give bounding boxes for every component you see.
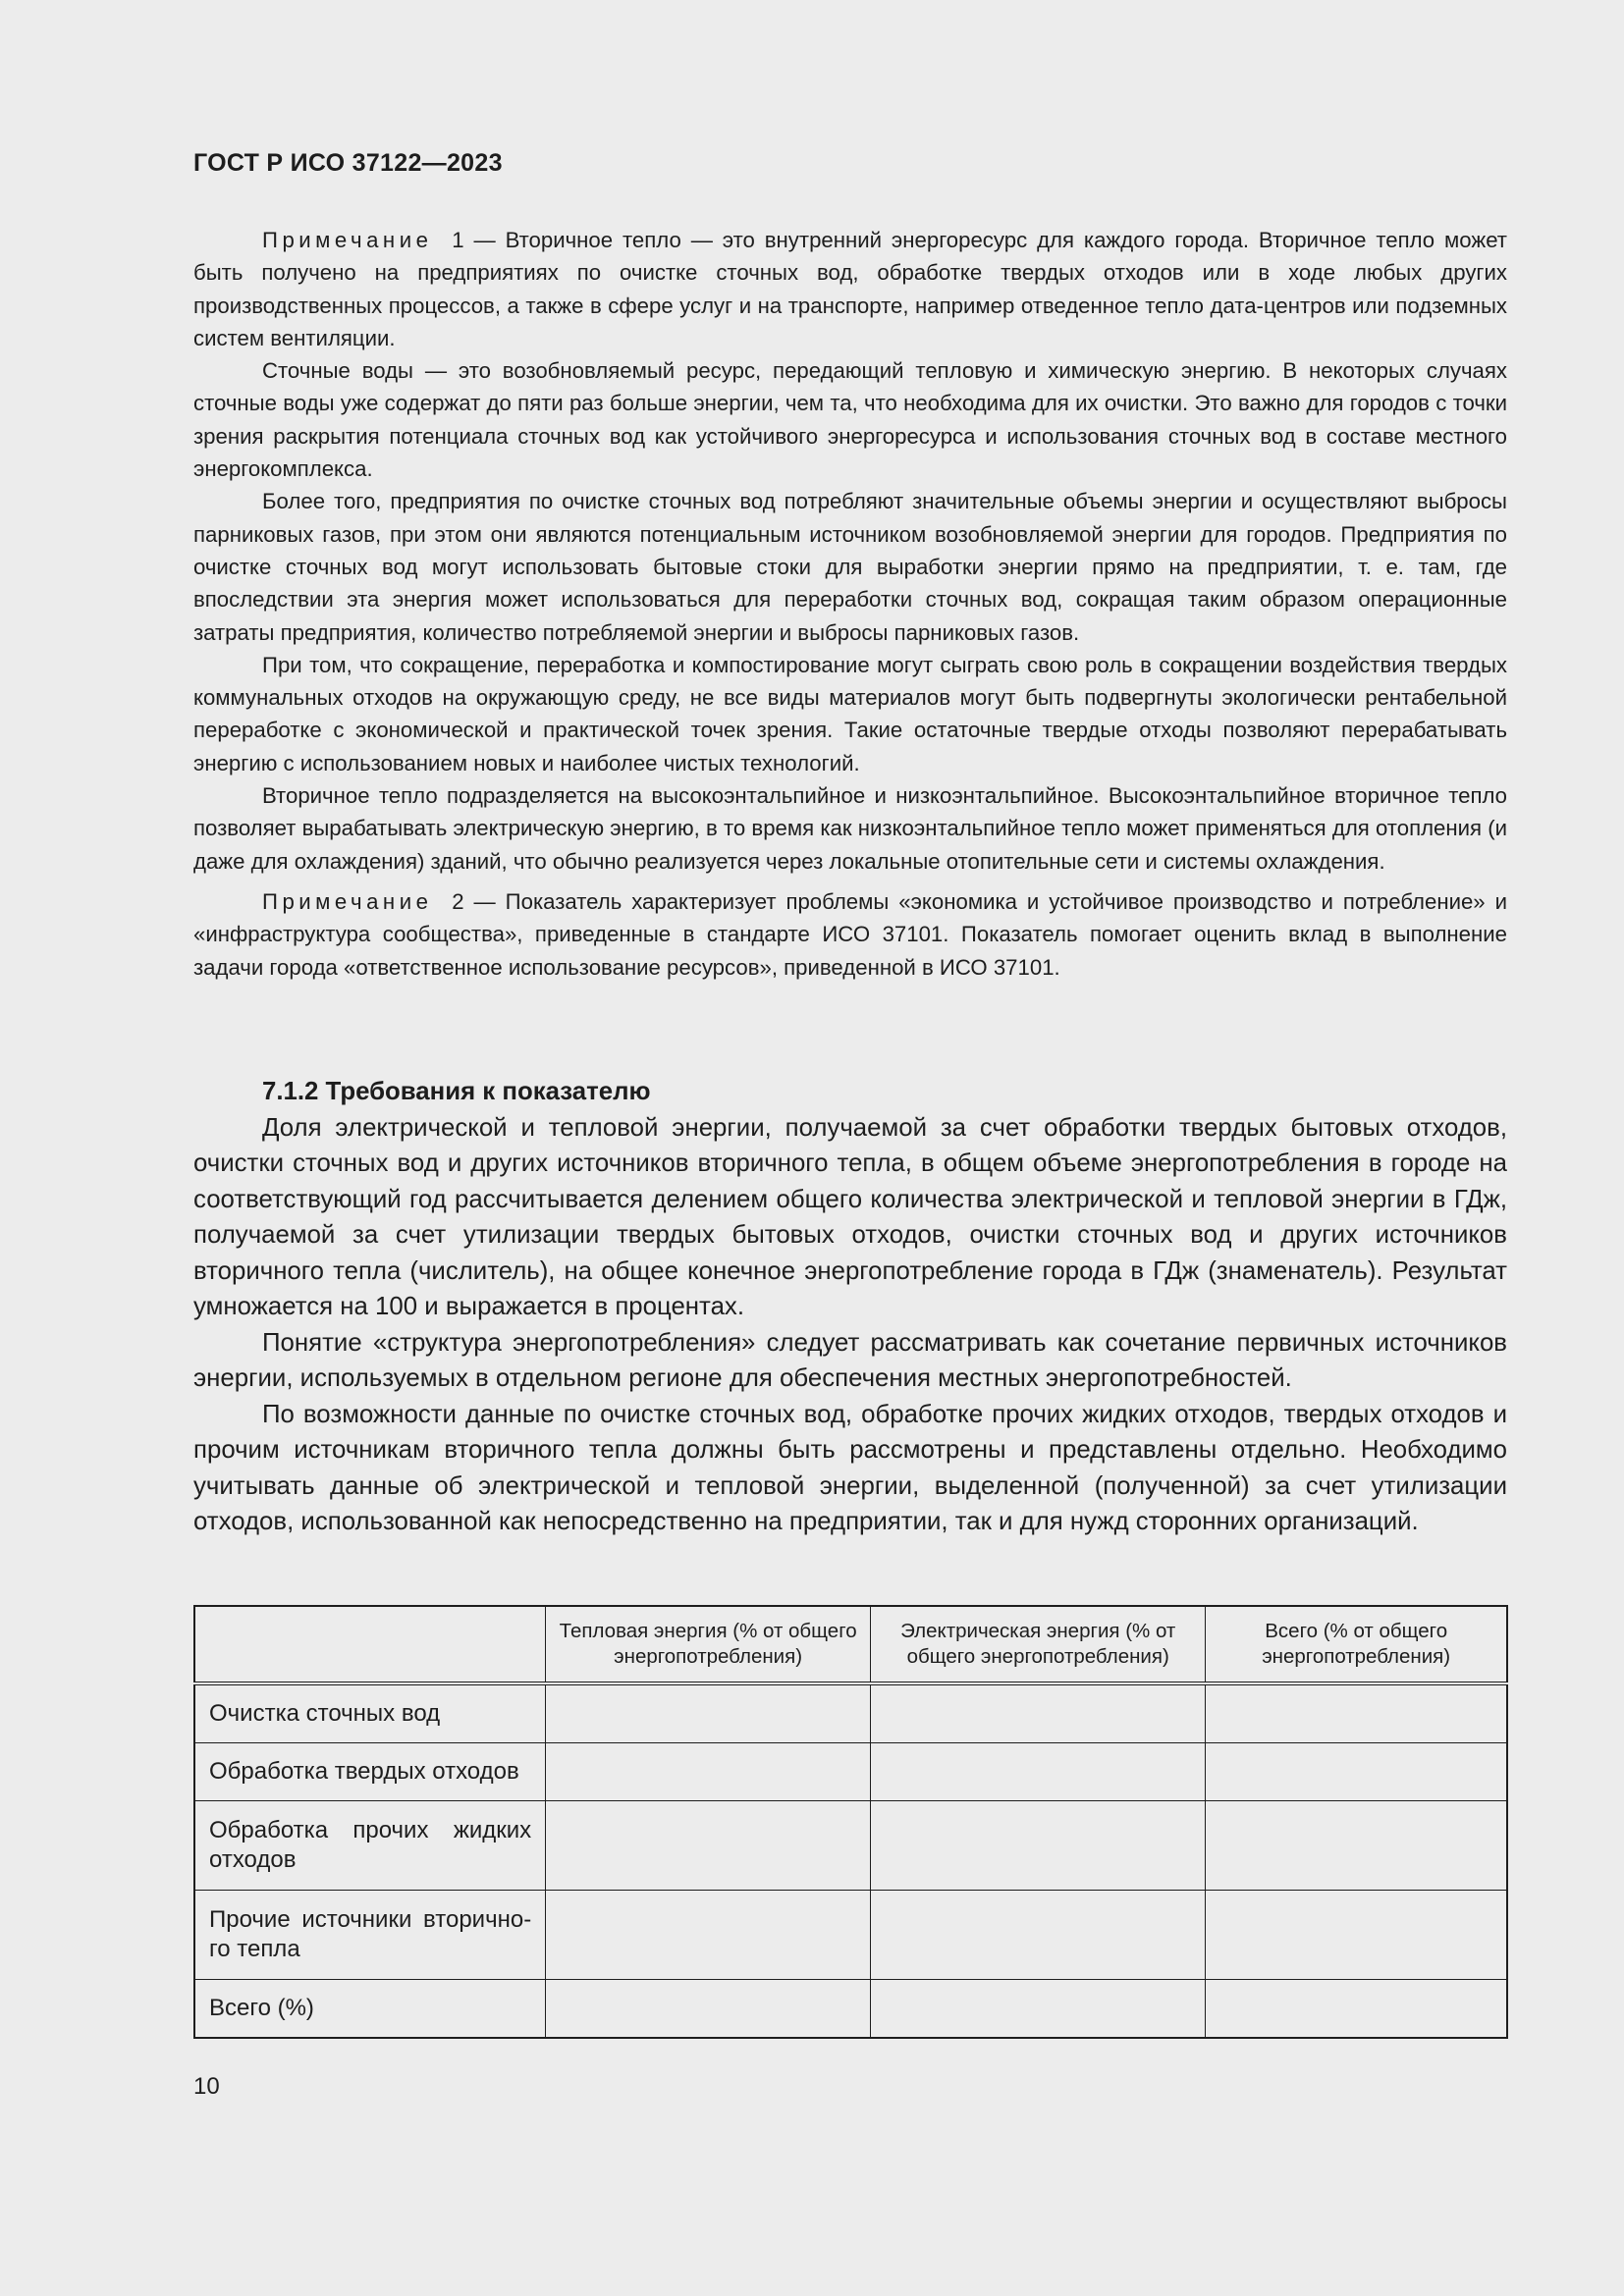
note-2-paragraph: Примечание 2 — Показатель характеризует проблемы «экономика и устойчивое производство и потребление» и «инфраструктура сообщества», приведенные в стандарте ИСО 37101. Показатель помогает оценить вклад в выполнение задачи города «ответственное использование ресурсов», приведенной в ИСО 37101. (193, 888, 1507, 980)
table-cell (546, 1980, 871, 2039)
section-7-1-2 (193, 1074, 1507, 1540)
table-row (194, 1801, 1507, 1891)
note-2-text: Показатель характеризует проблемы «экономика и устойчивое производство и потребление» и «инфраструктура сообщества», приведенные в стандарте ИСО 37101. Показатель помогает оценить вклад в выполнение задачи города «ответственное использование ресурсов», приведенной в ИСО 37101. (193, 888, 1507, 980)
note-1-paragraph: Более того, предприятия по очистке сточных вод потребляют значительные объемы энергии и осуществляют выбросы парниковых газов, при этом они являются потенциальным источником возобновляемой энергии для городов. Предприятия по очистке сточных вод могут использовать бытовые стоки для выработки энергии прямо на предприятии, т. е. там, где впоследствии эта энергия может использоваться для переработки сточных вод, сокращая таким образом операционные затраты предприятия, количество потребляемой энергии и выбросы парниковых газов. (193, 489, 1507, 645)
notes-block (193, 224, 1507, 984)
table-cell (546, 1683, 871, 1743)
table-header-row (194, 1606, 1507, 1683)
table-row (194, 1743, 1507, 1801)
page-number: 10 (193, 2073, 220, 2100)
row-label: Обработка твердых отходов (194, 1743, 546, 1801)
table-cell (871, 1683, 1206, 1743)
table-header-cell: Электрическая энергия (% от общего энергопотребления) (871, 1606, 1206, 1683)
table-cell (871, 1891, 1206, 1980)
table-cell (1206, 1980, 1507, 2039)
table-cell (871, 1743, 1206, 1801)
indicator-table (193, 1605, 1508, 2039)
table-row (194, 1891, 1507, 1980)
table-cell (546, 1891, 871, 1980)
table-row (194, 1980, 1507, 2039)
note-1-label: Примечание (262, 228, 433, 252)
document-header: ГОСТ Р ИСО 37122—2023 (193, 149, 503, 177)
row-label: Всего (%) (194, 1980, 546, 2039)
table-cell (1206, 1683, 1507, 1743)
table-cell (1206, 1801, 1507, 1891)
note-1-number: 1 (452, 228, 464, 252)
note-2-number: 2 (452, 888, 464, 914)
section-heading: 7.1.2 Требования к показателю (262, 1078, 651, 1105)
table-cell (546, 1801, 871, 1891)
note-1-paragraph: Сточные воды — это возобновляемый ресурс, передающий тепловую и химическую энергию. В некоторых случаях сточные воды уже содержат до пяти раз больше энергии, чем та, что необходима для их очистки. Это важно для городов с точки зрения раскрытия потенциала сточных вод как устойчивого энергоресурса и использования сточных вод в составе местного энергокомплекса. (193, 358, 1507, 482)
note-1-paragraph: Вторичное тепло подразделяется на высокоэнтальпийное и низкоэнтальпийное. Высокоэнтальпийное вторичное тепло позволяет вырабатывать электрическую энергию, в то время как низкоэнтальпийное тепло может применяться для отопления (и даже для охлаждения) зданий, что обычно реализуется через локальные отопительные сети и системы охлаждения. (193, 783, 1507, 874)
table-cell (871, 1980, 1206, 2039)
table-cell (1206, 1743, 1507, 1801)
body-paragraph: Понятие «структура энергопотребления» следует рассматривать как сочетание первичных источников энергии, используемых в отдельном регионе для обеспечения местных энергопотребностей. (193, 1328, 1507, 1392)
table-header-cell (194, 1606, 546, 1683)
note-1-text: Вторичное тепло — это внутренний энергоресурс для каждого города. Вторичное тепло может быть получено на предприятиях по очистке сточных вод, обработке твердых отходов или в ходе любых других производственных процессов, а также в сфере услуг и на транспорте, например отведенное тепло дата-центров или подземных систем вентиляции. (193, 228, 1507, 350)
row-label: Очистка сточных вод (194, 1683, 546, 1743)
table-row (194, 1683, 1507, 1743)
table-header-cell: Тепловая энергия (% от общего энергопотребления) (546, 1606, 871, 1683)
body-paragraph: Доля электрической и тепловой энергии, получаемой за счет обработки твердых бытовых отходов, очистки сточных вод и других источников вторичного тепла, в общем объеме энергопотребления в городе на соответствующий год рассчитывается делением общего количества электрической и тепловой энергии в ГДж, получаемой за счет утилизации твердых бытовых отходов, очистки сточных вод и других источников вторичного тепла (числитель), на общее конечное энергопотребление города в ГДж (знаменатель). Результат умножается на 100 и выражается в процентах. (193, 1113, 1507, 1320)
table-cell (1206, 1891, 1507, 1980)
row-label: Прочие источники вторичного тепла (194, 1891, 546, 1980)
body-paragraph: По возможности данные по очистке сточных вод, обработке прочих жидких отходов, твердых отходов и прочим источникам вторичного тепла должны быть рассмотрены и представлены отдельно. Необходимо учитывать данные об электрической и тепловой энергии, выделенной (полученной) за счет утилизации отходов, использованной как непосредственно на предприятии, так и для нужд сторонних организаций. (193, 1400, 1507, 1535)
table-cell (546, 1743, 871, 1801)
table-header-cell: Всего (% от общего энергопотребления) (1206, 1606, 1507, 1683)
note-1-paragraph: Примечание 1 — Вторичное тепло — это внутренний энергоресурс для каждого города. Вторичное тепло может быть получено на предприятиях по очистке сточных вод, обработке твердых отходов или в ходе любых других производственных процессов, а также в сфере услуг и на транспорте, например отведенное тепло дата-центров или подземных систем вентиляции. (193, 228, 1507, 350)
table-cell (871, 1801, 1206, 1891)
row-label: Обработка прочих жидких отходов (194, 1801, 546, 1891)
note-1-paragraph: При том, что сокращение, переработка и компостирование могут сыграть свою роль в сокращении воздействия твердых коммунальных отходов на окружающую среду, не все виды материалов могут быть подвергнуты экологически рентабельной переработке с экономической и практической точек зрения. Такие остаточные твердые отходы позволяют перерабатывать энергию с использованием новых и наиболее чистых технологий. (193, 652, 1507, 775)
note-2-label: Примечание (262, 888, 433, 914)
